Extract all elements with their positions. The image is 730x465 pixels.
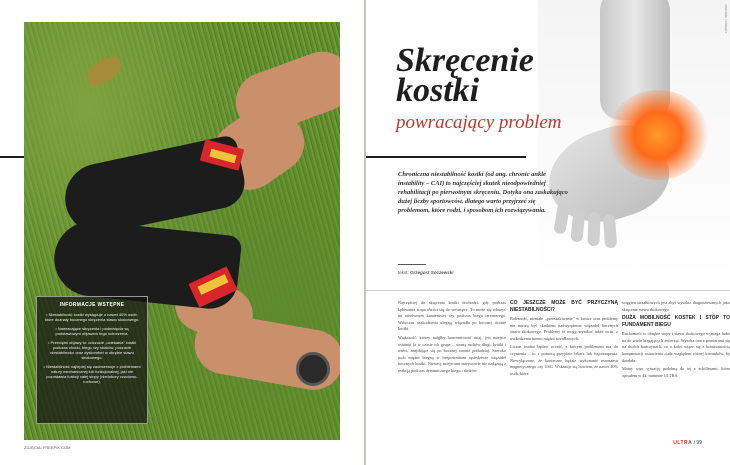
info-item: • Przeciętni objawy to: odczucie „uciekania” kostki podczas chodu, biegu czy skoków, poczucie niestabilności oraz dyskomfort w obrębie stawu skokowego. (47, 340, 137, 360)
text-column-2 (510, 300, 618, 379)
lead-rule (398, 264, 426, 265)
section-heading: DUŻA MOBILNOŚĆ KOSTEK I STÓP TO FUNDAMENT BIEGU (622, 315, 730, 328)
watch-image (296, 352, 330, 386)
photo-credit: ZDJĘCIA: FREEPIK.COM (24, 445, 71, 450)
article-title (396, 42, 534, 109)
info-item: • Nawracające skręcenia i podwinięcia są podstawowym objawem tego schorzenia. (55, 326, 129, 336)
page-number: / 99 (693, 440, 702, 446)
divider (366, 290, 730, 291)
lead-paragraph: Chroniczna niestabilność kostki (od ang. chronic ankle instability – CAI) to najczęściej skutek nieodpowiedniej rehabilitacji po pierwotnym skręceniu. Dotyka ona zaskakująco dużej liczby sportowców, dlatego warto przyjrzeć się problemom, które rodzi, i sposobom ich rozwiązywania. (398, 171, 568, 214)
paragraph: ścięgien strzałkowych jest zbyt wysokie diagnozowanych jako skręcenie stawu skokowego. (622, 300, 730, 312)
title-rule (366, 156, 526, 158)
paragraph: Mamy więc sytuację podobną do tej z achillesami, która opisałem w 42. numerze ULTRA (622, 366, 730, 378)
byline-author: Grzegorz Soczewski (410, 270, 454, 275)
paragraph: Najczęściej do skręcenia kostki dochodzi, gdy podczas lądowania stopa obróci się do wewnątrz. To może się zdarzyć na nierównym kamienistej czy podczas biegu terenowego. Wówczas uszkodzeniu ulegają więzadła po bocznej stronie kostki. (398, 300, 506, 332)
pain-glow (608, 90, 708, 180)
info-box-title: INFORMACJE WSTĘPNE (59, 302, 125, 308)
side-label: ZDROWIE / PORADY (724, 4, 728, 34)
title-line: kostki (396, 72, 480, 109)
left-rule (0, 156, 24, 158)
paragraph: Większość, którzy mógłby koncentrować tutaj, jest miejsce ostatnio (a w czasie ich grupa – stroną ruchów długi, krótki i trzeci, znajdujące się po bocznej stronie podudzia). Szeroko ruch mięśni biegną w bezpośrednim sąsiedztwie więzadeł bocznych kostki. Niestety miejscami miejscowie nie nadążają z reakcją podczas dynamicznego biegu i skoków. (398, 334, 506, 373)
paragraph: Liczne trudno będzie ocenić, z którym problemem ma do czynienia – to z pomocą przyjdzie lekarz lub fizjoterapeuta. Niewyłączone, że konieczne będzie wykonanie rezonansu magnetycznego czy USG. Wskazuje się bowiem, że nawet 40% osób, które (510, 344, 618, 376)
left-page (0, 0, 364, 465)
section-heading: CO JESZCZE MOŻE BYĆ PRZYCZYNĄ NIESTABILNOŚCI? (510, 300, 618, 313)
paragraph: Ruchomość w obrębie stopy i stawu skokowego wymaga ludzi na do wielu biegających zwierząt. Wysoka ona z pomiarami się na dwóch kończynach, co z kolei wiąże się z koniecznością kompensacji ustawienia ciała względem różnej kierunków, by działała. (622, 331, 730, 363)
info-box (36, 296, 148, 424)
article-subtitle: powracający problem (396, 112, 562, 133)
leaf-image (83, 55, 124, 88)
page-footer (673, 440, 702, 446)
toe-shape (587, 212, 600, 246)
info-item: • Niestabilność najlepiej się zaobserwuje z problemami natury mechanicznej lub funkcjonalnej, jaki nie pozostawia funkcji całej stopy (niedobory czuciowo-ruchowe). (43, 364, 141, 384)
toe-shape (570, 207, 585, 242)
info-item: • Niestabilność kostki występuje u nawet 40% osób, które doznały bocznego skręcenia stawu skokowego. (44, 312, 140, 322)
foot-illustration (538, 0, 730, 280)
toe-shape (603, 214, 617, 249)
magazine-logo: ULTRA (673, 440, 693, 446)
byline (398, 270, 454, 275)
text-column-3 (622, 300, 730, 381)
byline-prefix: tekst: (398, 270, 409, 275)
paragraph: Bolesność, niemałe „przeskakiwanie” w kostce oraz problemy nie muszą być skutkiem nadwyrężenia więzadeł bocznych stawu skokowego. Problemy te mogą wynikać także m.in. z uszkodzenia trzonu mięśni strzałkowych. (510, 316, 618, 341)
text-column-1 (398, 300, 506, 377)
right-page (366, 0, 730, 465)
title-line: Skręcenie (396, 42, 534, 79)
